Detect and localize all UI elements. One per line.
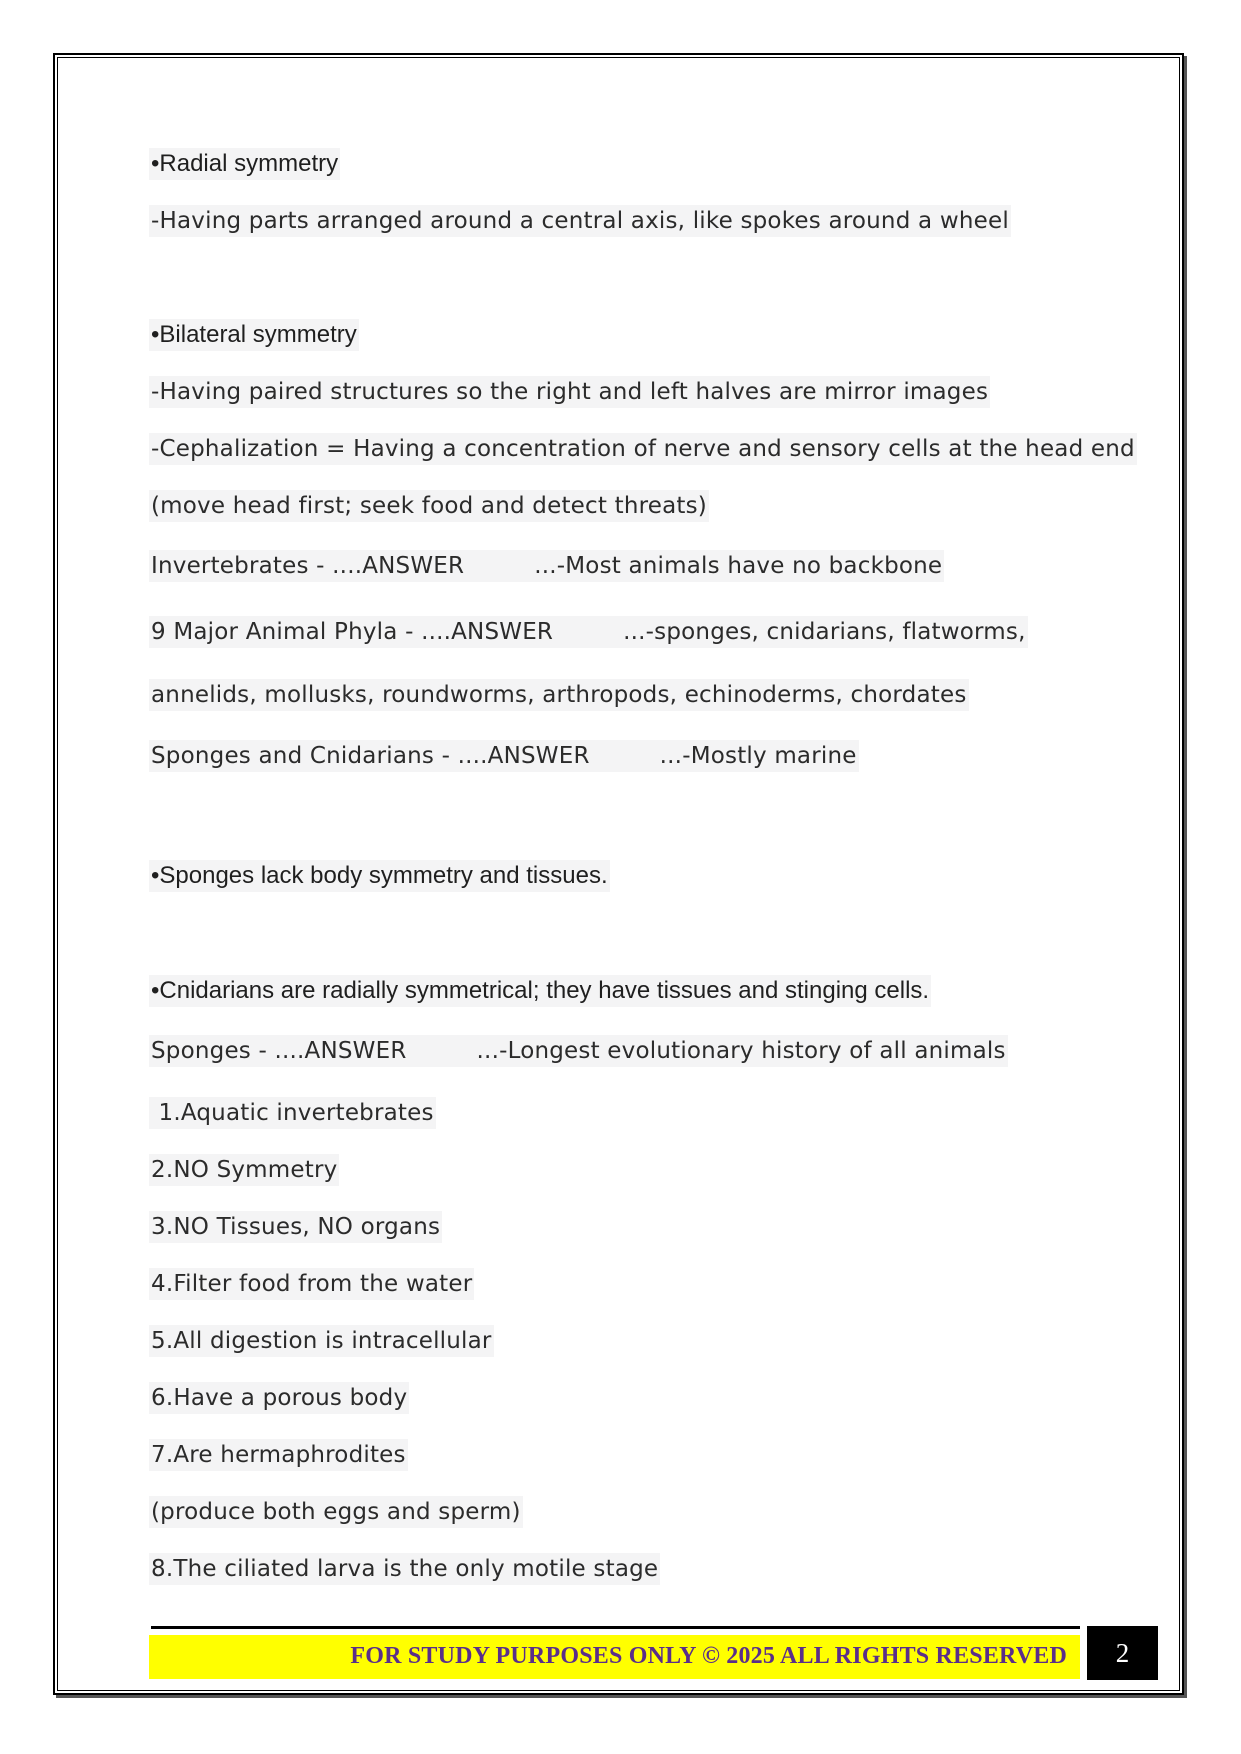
cnidarians-bullet: •Cnidarians are radially symmetrical; they have tissues and stinging cells.: [149, 975, 931, 1007]
qa-sponges-and-cnidarians: [149, 740, 859, 772]
list-item: 2.NO Symmetry: [149, 1154, 339, 1186]
footer-band: [149, 1635, 1080, 1679]
question-label: 9 Major Animal Phyla - ....ANSWER: [151, 619, 554, 645]
list-item: 4.Filter food from the water: [149, 1268, 474, 1300]
phyla-list-continued: annelids, mollusks, roundworms, arthropods, echinoderms, chordates: [149, 679, 969, 711]
list-item: 8.The ciliated larva is the only motile stage: [149, 1553, 660, 1585]
question-label: Sponges - ....ANSWER: [151, 1038, 407, 1064]
cephalization-definition: -Cephalization = Having a concentration of nerve and sensory cells at the head end: [149, 433, 1137, 465]
answer-text: ...-Longest evolutionary history of all animals: [476, 1038, 1006, 1064]
bilateral-symmetry-definition: -Having paired structures so the right and left halves are mirror images: [149, 376, 990, 408]
question-label: Sponges and Cnidarians - ....ANSWER: [151, 743, 590, 769]
heading-bilateral-symmetry: •Bilateral symmetry: [149, 319, 359, 351]
cephalization-note: (move head first; seek food and detect threats): [149, 490, 709, 522]
answer-text: ...-Most animals have no backbone: [534, 553, 943, 579]
heading-radial-symmetry: •Radial symmetry: [149, 148, 340, 180]
list-item: 1.Aquatic invertebrates: [149, 1097, 436, 1129]
footer-copyright-notice: FOR STUDY PURPOSES ONLY © 2025 ALL RIGHTS RESERVED: [350, 1643, 1067, 1669]
answer-text: ...-Mostly marine: [659, 743, 857, 769]
list-item: 3.NO Tissues, NO organs: [149, 1211, 442, 1243]
list-item: 5.All digestion is intracellular: [149, 1325, 494, 1357]
qa-major-phyla: [149, 616, 1028, 648]
sponges-bullet: •Sponges lack body symmetry and tissues.: [149, 860, 610, 892]
list-item-note: (produce both eggs and sperm): [149, 1496, 523, 1528]
page-number: 2: [1087, 1626, 1158, 1680]
footer-divider: [151, 1626, 1080, 1629]
radial-symmetry-definition: -Having parts arranged around a central axis, like spokes around a wheel: [149, 205, 1011, 237]
qa-invertebrates: [149, 550, 944, 582]
qa-sponges: [149, 1035, 1008, 1067]
list-item: 6.Have a porous body: [149, 1382, 409, 1414]
answer-text: ...-sponges, cnidarians, flatworms,: [623, 619, 1026, 645]
question-label: Invertebrates - ....ANSWER: [151, 553, 465, 579]
list-item: 7.Are hermaphrodites: [149, 1439, 408, 1471]
